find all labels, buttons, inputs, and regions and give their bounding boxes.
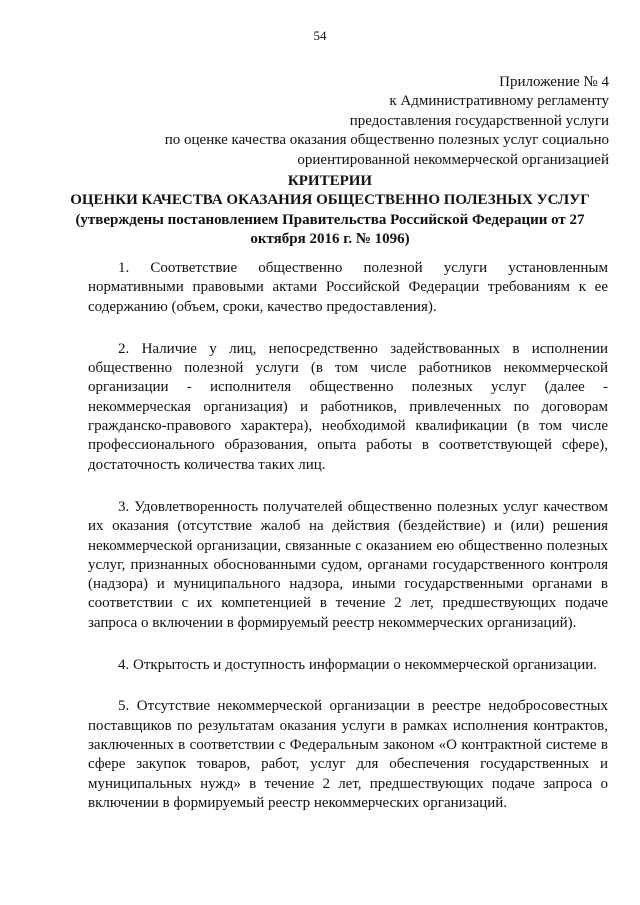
criterion-5: 5. Отсутствие некоммерческой организации в реестре недобросовестных поставщиков по результатам оказания услуги в рамках исполнения контрактов, заключенных в соответствии с Федеральным законом «О контрактной системе в сфере закупок товаров, работ, услуг для обеспечения государственных и муниципальных нужд» в течение 2 лет, предшествующих подаче запроса о включении в формируемый реестр некоммерческих организаций. xyxy=(88,698,608,811)
title-line-1: КРИТЕРИИ xyxy=(287,173,373,189)
appendix-line-2: к Административному регламенту xyxy=(389,93,609,110)
appendix-line-1: Приложение № 4 xyxy=(499,74,609,90)
criterion-2: 2. Наличие у лиц, непосредственно задействованных в исполнении общественно полезной услуги (в том числе работников некоммерческой организации - исполнителя общественно полезных услуг (далее - некоммерческая организация) и работников, привлеченных по договорам гражданско-правового характера), необходимой квалификации (в том числе профессионального образования, опыта работы в соответствующей сфере), достаточность количества таких лиц. xyxy=(88,340,608,473)
appendix-line-3: предоставления государственной услуги xyxy=(349,112,609,129)
criterion-3: 3. Удовлетворенность получателей общественно полезных услуг качеством их оказания (отсутствие жалоб на действия (бездействие) и (или) решения некоммерческой организации, связанные с оказанием ею общественно полезных услуг, признанных обоснованными судом, органами государственного контроля (надзора) и муниципального надзора, иными государственными органами в соответствии с их компетенцией в течение 2 лет, предшествующих подаче запроса о включении в формируемый реестр некоммерческих организаций). xyxy=(88,498,608,631)
criteria-list xyxy=(88,259,608,813)
criterion-1: 1. Соответствие общественно полезной услуги установленным нормативными правовыми актами Российской Федерации требованиям к ее содержанию (объем, сроки, качество предоставления). xyxy=(88,260,608,315)
appendix-line-4: по оценке качества оказания общественно полезных услуг социально xyxy=(164,132,609,149)
page-number: 54 xyxy=(313,28,327,43)
title-line-3: (утверждены постановлением Правительства Российской Федерации от 27 xyxy=(75,211,585,228)
title-line-2: ОЦЕНКИ КАЧЕСТВА ОКАЗАНИЯ ОБЩЕСТВЕННО ПОЛЕЗНЫХ УСЛУГ xyxy=(70,192,590,209)
appendix-header xyxy=(89,73,609,170)
document-title xyxy=(50,172,610,250)
criterion-4: 4. Открытость и доступность информации о некоммерческой организации. xyxy=(118,657,598,674)
title-line-4: октября 2016 г. № 1096) xyxy=(250,231,410,248)
appendix-line-5: ориентированной некоммерческой организацией xyxy=(297,151,609,168)
